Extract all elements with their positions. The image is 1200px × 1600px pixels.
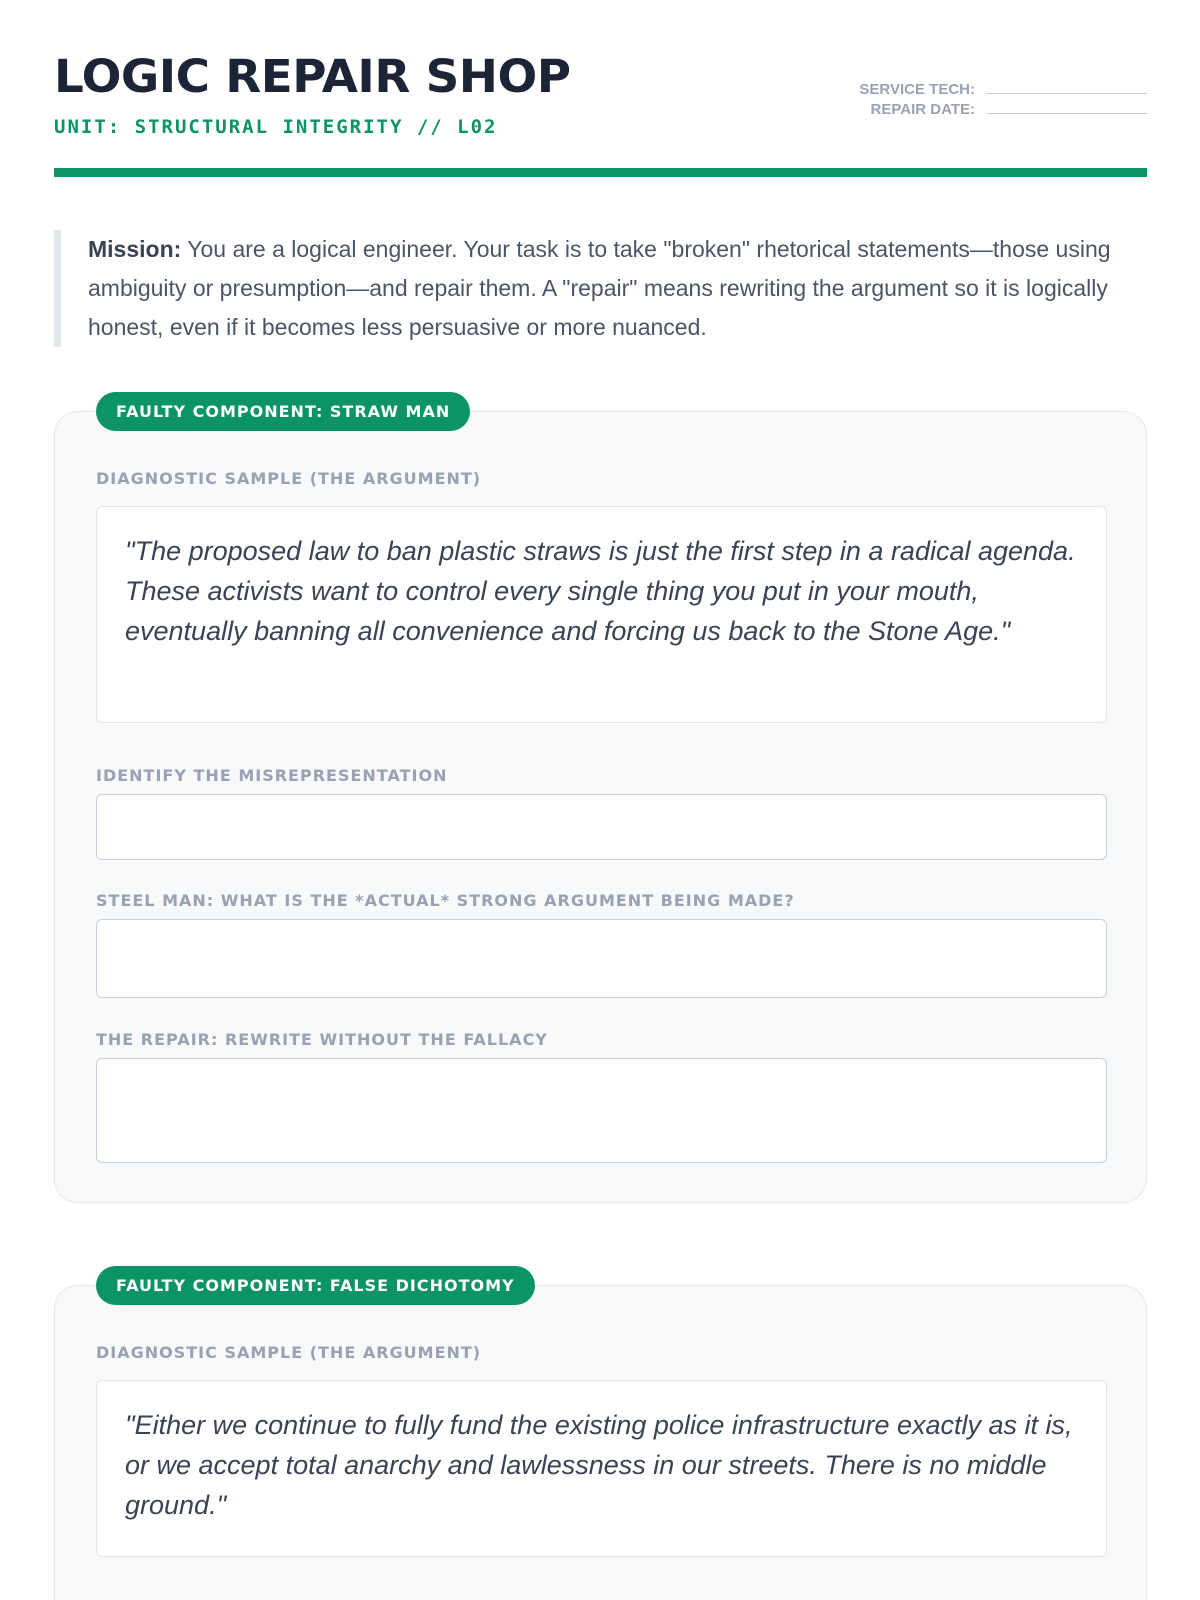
page-title: LOGIC REPAIR SHOP [54,50,571,103]
unit-label: UNIT: STRUCTURAL INTEGRITY // L02 [54,116,498,138]
service-tech-line[interactable] [987,93,1147,94]
diagnostic-sample-text: "Either we continue to fully fund the existing police infrastructure exactly as it is, or we accept total anarchy and lawlessness in our streets. There is no middle ground." [96,1380,1107,1557]
repair-date-label: REPAIR DATE: [870,101,975,118]
page-header [54,0,1147,178]
misrepresentation-input[interactable] [96,794,1107,860]
diagnostic-sample-text: "The proposed law to ban plastic straws is just the first step in a radical agenda. These activists want to control every single thing you put in your mouth, eventually banning all convenience and forcing us back to the Stone Age." [96,506,1107,723]
repair-card-straw-man [54,402,1147,1203]
repair-label: THE REPAIR: REWRITE WITHOUT THE FALLACY [96,1030,548,1049]
mission-text: You are a logical engineer. Your task is to take "broken" rhetorical statements—those using ambiguity or presumption—and repair them. A "repair" means rewriting the argument so it is logically honest, even if it becomes less persuasive or more nuanced. [88,236,1111,340]
service-tech-row [847,78,1147,98]
diagnostic-sample-label: DIAGNOSTIC SAMPLE (THE ARGUMENT) [96,469,482,488]
steel-man-input[interactable] [96,919,1107,998]
mission-label: Mission: [88,236,182,262]
repair-date-row [847,98,1147,118]
meta-fields [847,78,1147,118]
mission-statement [54,230,1147,347]
repair-date-line[interactable] [987,113,1147,114]
steel-man-label: STEEL MAN: WHAT IS THE *ACTUAL* STRONG ARGUMENT BEING MADE? [96,891,795,910]
faulty-component-badge: FAULTY COMPONENT: FALSE DICHOTOMY [96,1266,535,1305]
worksheet-page [54,0,1147,1520]
misrepresentation-label: IDENTIFY THE MISREPRESENTATION [96,766,448,785]
header-divider [54,168,1147,177]
repair-card-false-dichotomy [54,1276,1147,1600]
diagnostic-sample-label: DIAGNOSTIC SAMPLE (THE ARGUMENT) [96,1343,482,1362]
faulty-component-badge: FAULTY COMPONENT: STRAW MAN [96,392,470,431]
repair-input[interactable] [96,1058,1107,1163]
service-tech-label: SERVICE TECH: [859,81,975,98]
